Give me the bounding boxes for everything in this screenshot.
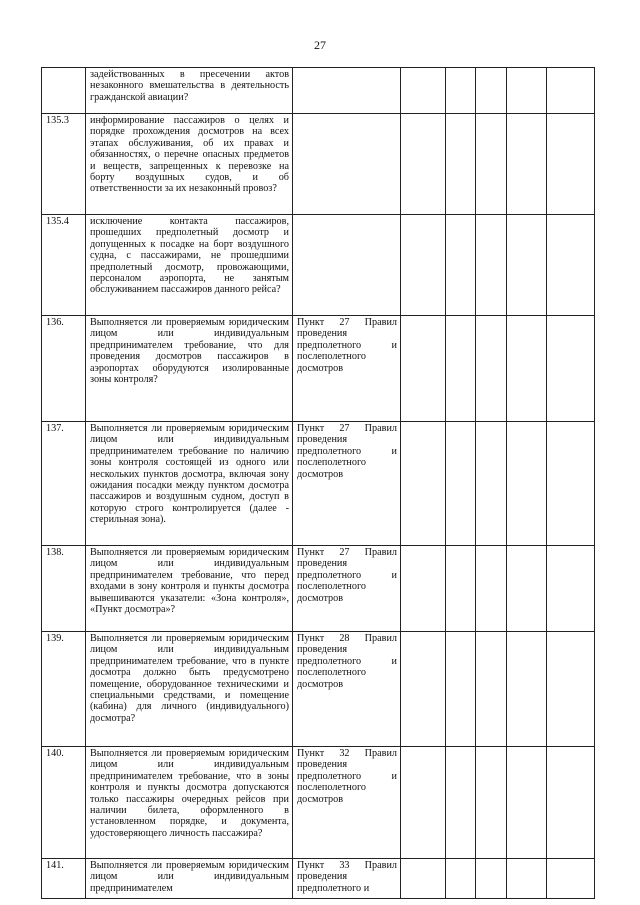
answer-cell [507,747,547,859]
row-number: 138. [42,546,86,632]
table-row [42,546,595,632]
row-number: 135.3 [42,114,86,215]
requirement-question: исключение контакта пассажиров, прошедших предполетный досмотр и допущенных к посадке на борт воздушного судна, с пассажирами, не прошедшими предполетный досмотр, провожающими, персоналом аэропорта, не занятым обслуживанием пассажиров данного рейса? [86,215,293,316]
answer-cell [401,859,446,899]
answer-cell [446,859,476,899]
checklist-table [41,67,595,899]
table-row [42,422,595,546]
answer-cell [507,215,547,316]
answer-cell [507,546,547,632]
answer-cell [507,859,547,899]
answer-cell [446,316,476,422]
answer-cell [547,215,595,316]
answer-cell [446,632,476,747]
table-row [42,859,595,899]
regulation-reference: Пункт 27 Правил проведения предполетного и послеполетного досмотров [293,316,401,422]
answer-cell [446,546,476,632]
regulation-reference: Пункт 32 Правил проведения предполетного и послеполетного досмотров [293,747,401,859]
row-number [42,68,86,114]
answer-cell [547,546,595,632]
answer-cell [547,859,595,899]
requirement-question: информирование пассажиров о целях и порядке прохождения досмотров на всех этапах обслуживания, об их правах и обязанностях, о перечне опасных предметов и веществ, запрещенных к перевозке на борту воздушных судов, и об ответственности за их незаконный провоз? [86,114,293,215]
answer-cell [476,316,507,422]
answer-cell [476,68,507,114]
regulation-reference [293,68,401,114]
answer-cell [476,215,507,316]
answer-cell [401,68,446,114]
answer-cell [507,422,547,546]
answer-cell [401,114,446,215]
table-row [42,316,595,422]
row-number: 140. [42,747,86,859]
row-number: 136. [42,316,86,422]
answer-cell [547,632,595,747]
answer-cell [446,747,476,859]
requirement-question: Выполняется ли проверяемым юридическим лицом или индивидуальным предпринимателем [86,859,293,899]
answer-cell [507,316,547,422]
answer-cell [507,632,547,747]
answer-cell [547,114,595,215]
requirement-question: Выполняется ли проверяемым юридическим лицом или индивидуальным предпринимателем требование по наличию зоны контроля состоящей из одного или нескольких пунктов досмотра, включая зону ожидания посадки между пунктом досмотра пассажиров и воздушным судном, доступ в которую строго контролируется (далее - стерильная зона). [86,422,293,546]
regulation-reference: Пункт 33 Правил проведения предполетного и [293,859,401,899]
table-row [42,215,595,316]
answer-cell [401,215,446,316]
answer-cell [446,114,476,215]
answer-cell [507,68,547,114]
requirement-question: Выполняется ли проверяемым юридическим лицом или индивидуальным предпринимателем требование, что в пункте досмотра должно быть предусмотрено помещение, оборудованное техническими и специальными средствами, и помещение (кабина) для личного (индивидуального) досмотра? [86,632,293,747]
requirement-question: задействованных в пресечении актов незаконного вмешательства в деятельность гражданской авиации? [86,68,293,114]
answer-cell [446,215,476,316]
requirement-question: Выполняется ли проверяемым юридическим лицом или индивидуальным предпринимателем требование, что перед входами в зону контроля и пункты досмотра вывешиваются указатели: «Зона контроля», «Пункт досмотра»? [86,546,293,632]
table-row [42,632,595,747]
answer-cell [401,422,446,546]
regulation-reference: Пункт 27 Правил проведения предполетного и послеполетного досмотров [293,546,401,632]
answer-cell [547,316,595,422]
answer-cell [476,114,507,215]
page-number: 27 [314,38,326,52]
answer-cell [547,68,595,114]
regulation-reference [293,215,401,316]
answer-cell [401,546,446,632]
answer-cell [547,747,595,859]
answer-cell [401,316,446,422]
table-row [42,68,595,114]
answer-cell [476,747,507,859]
answer-cell [401,632,446,747]
regulation-reference: Пункт 28 Правил проведения предполетного и послеполетного досмотров [293,632,401,747]
regulation-reference: Пункт 27 Правил проведения предполетного и послеполетного досмотров [293,422,401,546]
table-row [42,114,595,215]
answer-cell [401,747,446,859]
regulation-reference [293,114,401,215]
answer-cell [476,422,507,546]
requirement-question: Выполняется ли проверяемым юридическим лицом или индивидуальным предпринимателем требование, что для проведения досмотров пассажиров в аэропортах оборудуются изолированные зоны контроля? [86,316,293,422]
answer-cell [446,68,476,114]
answer-cell [476,859,507,899]
answer-cell [507,114,547,215]
answer-cell [476,632,507,747]
answer-cell [476,546,507,632]
row-number: 139. [42,632,86,747]
row-number: 135.4 [42,215,86,316]
row-number: 141. [42,859,86,899]
answer-cell [547,422,595,546]
table-row [42,747,595,859]
answer-cell [446,422,476,546]
requirement-question: Выполняется ли проверяемым юридическим лицом или индивидуальным предпринимателем требование, что в зоны контроля и пункты досмотра допускаются только пассажиры очередных рейсов при наличии билета, оформленного в установленном порядке, и документа, удостоверяющего личность пассажира? [86,747,293,859]
row-number: 137. [42,422,86,546]
